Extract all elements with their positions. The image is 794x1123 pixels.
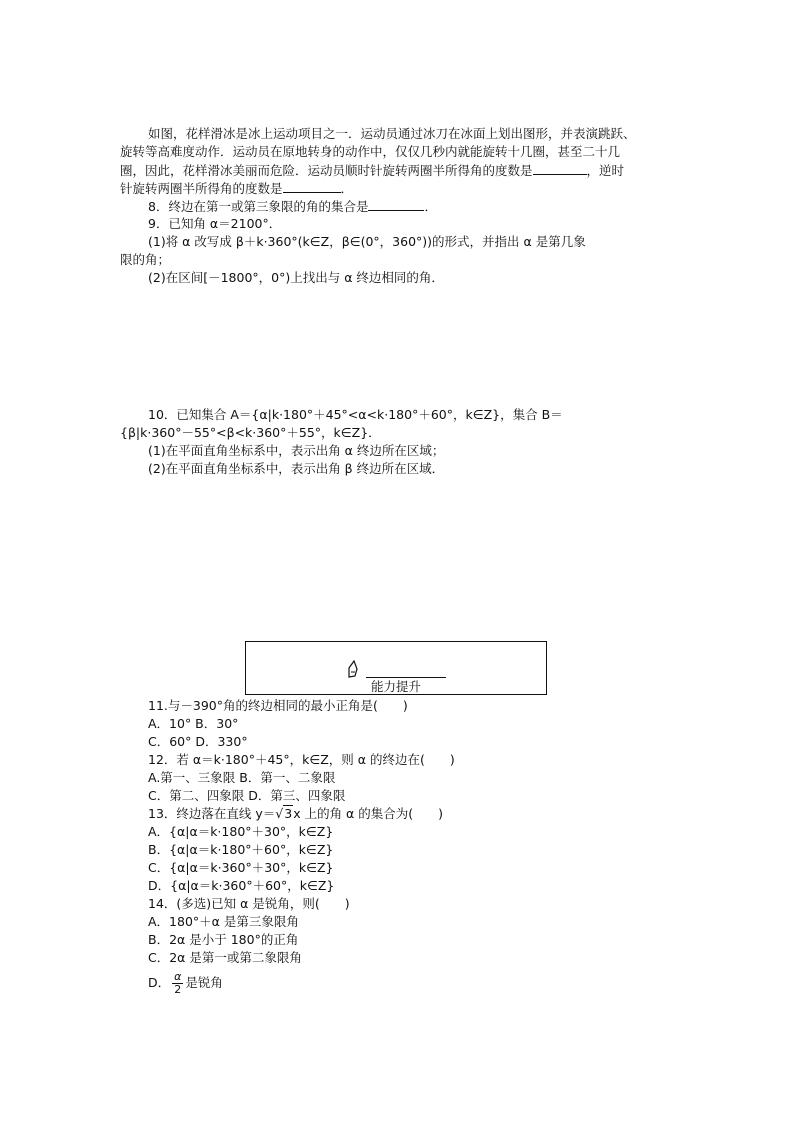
- section-rule: [366, 677, 446, 678]
- q9-stem: 9．已知角 α＝2100°．: [148, 216, 282, 231]
- q13-option-b: B．{α|α＝k·180°＋60°，k∈Z}: [148, 842, 334, 857]
- q14-fraction-den: 2: [174, 983, 182, 996]
- q9-part1-line2: 限的角；: [120, 252, 171, 267]
- q7-blank-1: [533, 161, 587, 175]
- q8: [148, 197, 437, 216]
- q14-fraction: [172, 971, 183, 996]
- q12-options-ab: A.第一、三象限 B．第一、二象限: [148, 770, 336, 785]
- q14-option-d: [148, 970, 223, 996]
- q7-line3-end: ，逆时: [586, 163, 625, 178]
- q14-option-d-rest: 是锐角: [185, 975, 223, 990]
- q13-option-d: D．{α|α＝k·360°＋60°，k∈Z}: [148, 878, 335, 893]
- q7-line3-text: 圈，因此，花样滑冰美丽而危险．运动员顺时针旋转两圈半所得角的度数是: [120, 163, 533, 178]
- q8-blank: [368, 197, 424, 211]
- q13-stem-a: 13．终边落在直线 y＝: [148, 806, 276, 821]
- q14-stem: 14．(多选)已知 α 是锐角，则( ): [148, 896, 350, 911]
- q13-stem: [148, 805, 443, 823]
- q7-line4: [120, 179, 353, 198]
- q8-text: 8．终边在第一或第三象限的角的集合是: [148, 199, 369, 214]
- q7-line1: 如图，花样滑冰是冰上运动项目之一．运动员通过冰刀在冰面上划出图形，并表演跳跃、: [148, 126, 636, 141]
- q10-line1: 10．已知集合 A＝{α|k·180°＋45°<α<k·180°＋60°，k∈Z}，集合 B＝: [148, 407, 563, 422]
- q10-part1: (1)在平面直角坐标系中，表示出角 α 终边所在区域；: [148, 443, 445, 458]
- q13-option-c: C．{α|α＝k·360°＋30°，k∈Z}: [148, 860, 334, 875]
- q14-option-b: B．2α 是小于 180°的正角: [148, 932, 299, 947]
- q14-option-a: A．180°＋α 是第三象限角: [148, 914, 299, 929]
- q13-stem-b: x 上的角 α 的集合为( ): [293, 806, 444, 821]
- q14-option-d-label: D．: [148, 975, 171, 990]
- q10-line2: {β|k·360°－55°<β<k·360°＋55°，k∈Z}．: [120, 425, 381, 440]
- q11-stem: 11.与－390°角的终边相同的最小正角是( ): [148, 698, 408, 713]
- q8-end: ．: [424, 199, 437, 214]
- q7-line3: [120, 161, 624, 180]
- pen-icon: [346, 660, 362, 678]
- q11-options-cd: C．60° D．330°: [148, 734, 248, 749]
- q11-options-ab: A．10° B．30°: [148, 716, 239, 731]
- q7-blank-2: [283, 179, 341, 193]
- q7-line4-end: ．: [340, 181, 354, 196]
- q14-fraction-num: α: [174, 970, 182, 983]
- q9-part2: (2)在区间[－1800°，0°)上找出与 α 终边相同的角．: [148, 270, 444, 285]
- sqrt-symbol: √3: [275, 806, 293, 821]
- q13-sqrt-radicand: 3: [284, 806, 293, 821]
- q7-line2: 旋转等高难度动作．运动员在原地转身的动作中，仅仅几秒内就能旋转十几圈，甚至二十几: [120, 144, 621, 159]
- q9-part1-line1: (1)将 α 改写成 β＋k·360°(k∈Z，β∈(0°，360°))的形式，并指出 α 是第几象: [148, 234, 586, 249]
- q14-option-c: C．2α 是第一或第二象限角: [148, 950, 302, 965]
- q12-options-cd: C．第二、四象限 D．第三、四象限: [148, 788, 346, 803]
- section-title: 能力提升: [370, 679, 421, 694]
- q10-part2: (2)在平面直角坐标系中，表示出角 β 终边所在区域．: [148, 461, 445, 476]
- q7-line4-text: 针旋转两圈半所得角的度数是: [120, 181, 283, 196]
- section-header-box: [245, 641, 547, 695]
- q13-option-a: A．{α|α＝k·180°＋30°，k∈Z}: [148, 824, 334, 839]
- q12-stem: 12．若 α＝k·180°＋45°，k∈Z，则 α 的终边在( ): [148, 752, 455, 767]
